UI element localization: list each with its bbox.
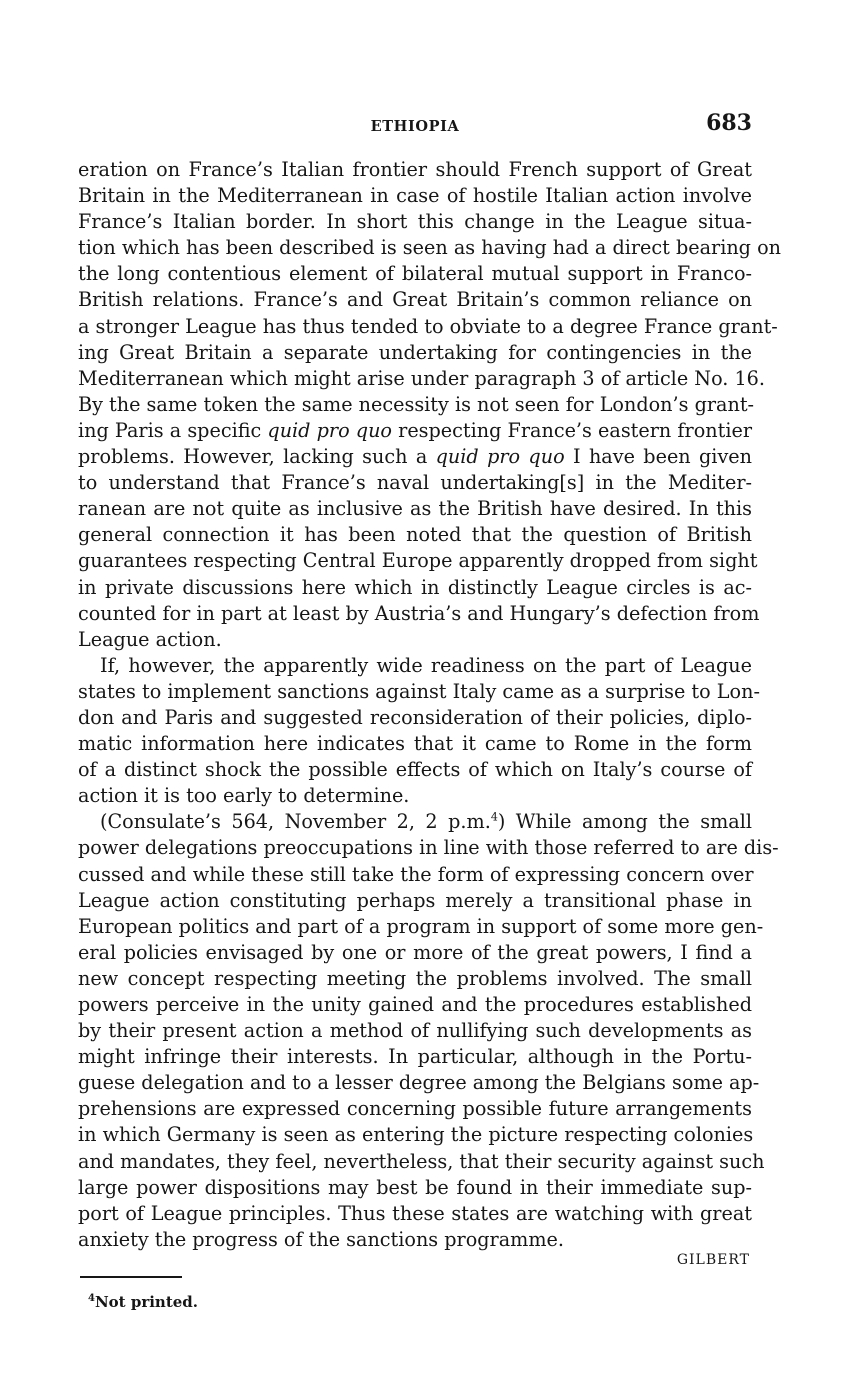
text-line: By the same token the same necessity is not seen for London’s grant- [78,392,755,416]
running-head [78,110,752,144]
text-line: in which Germany is seen as entering the picture respecting colonies [78,1123,754,1147]
footnote-text: Not printed. [94,1293,199,1311]
text-line: European politics and part of a program in support of some more gen- [78,914,764,938]
text-line: British relations. France’s and Great Britain’s common reliance on [78,288,752,312]
text-line: prehensions are expressed concerning possible future arrangements [78,1097,752,1121]
text-line: port of League principles. Thus these states are watching with great [78,1201,752,1225]
text-line: guarantees respecting Central Europe apparently dropped from sight [78,549,758,573]
running-title: ETHIOPIA [370,118,460,135]
text-line: general connection it has been noted that the question of British [78,523,752,547]
italic-phrase: quid pro quo [267,418,392,442]
page-number: 683 [706,110,752,136]
text-line: don and Paris and suggested reconsideration of their policies, diplo- [78,705,752,729]
text-line: League action constituting perhaps merely a transitional phase in [78,888,752,912]
text-run: ) While among the small [497,810,752,834]
text-line: tion which has been described is seen as having had a direct bearing on [78,236,781,260]
footnote-marker: 4 [88,1293,95,1304]
signature: GILBERT [676,1252,750,1268]
text-line: by their present action a method of nullifying such developments as [78,1019,752,1043]
text-line [78,418,752,444]
text-run: respecting France’s eastern frontier [391,418,752,442]
text-line: anxiety the progress of the sanctions programme. [78,1227,565,1251]
text-line: League action. [78,627,222,651]
text-line: powers perceive in the unity gained and the procedures established [78,993,752,1016]
paragraph [78,157,781,653]
paragraph [78,653,760,810]
text-line [78,809,752,835]
text-line: France’s Italian border. In short this change in the League situa- [78,210,752,234]
paragraph [78,809,779,1253]
text-line: matic information here indicates that it came to Rome in the form [78,732,752,756]
text-run: ing Paris a specific [78,418,268,442]
text-line: guese delegation and to a lesser degree among the Belgians some ap- [78,1071,760,1095]
text-line: a stronger League has thus tended to obviate to a degree France grant- [78,314,778,338]
text-line: large power dispositions may best be found in their immediate sup- [78,1175,752,1199]
text-line: the long contentious element of bilateral mutual support in Franco- [78,262,752,286]
text-line: If, however, the apparently wide readiness on the part of League [100,653,752,677]
text-line: eration on France’s Italian frontier should French support of Great [78,158,752,181]
text-run: problems. However, lacking such a [78,445,436,469]
text-line: ing Great Britain a separate undertaking for contingencies in the [78,340,752,364]
text-line: new concept respecting meeting the problems involved. The small [78,966,752,990]
text-line: action it is too early to determine. [78,784,410,808]
text-line: in private discussions here which in distinctly League circles is ac- [78,575,752,599]
text-run: (Consulate’s 564, November 2, 2 p.m. [100,810,491,834]
italic-phrase: quid pro quo [435,445,565,469]
text-line: Britain in the Mediterranean in case of hostile Italian action involve [78,184,752,208]
text-line [78,444,752,470]
body-text [78,157,781,1253]
text-line: and mandates, they feel, nevertheless, that their security against such [78,1149,765,1173]
text-line: power delegations preoccupations in line with those referred to are dis- [78,836,779,860]
text-line: counted for in part at least by Austria’s and Hungary’s defection from [78,601,760,625]
text-line: Mediterranean which might arise under paragraph 3 of article No. 16. [78,366,765,390]
text-line: of a distinct shock the possible effects of which on Italy’s course of [78,758,752,782]
text-line: might infringe their interests. In particular, although in the Portu- [78,1045,752,1069]
footnote-divider [80,1276,182,1278]
text-line: to understand that France’s naval undertaking[s] in the Mediter- [78,471,752,495]
text-line: cussed and while these still take the form of expressing concern over [78,862,754,886]
text-line: states to implement sanctions against Italy came as a surprise to Lon- [78,679,760,703]
text-run: I have been given [564,445,752,469]
text-line: ranean are not quite as inclusive as the British have desired. In this [78,497,752,521]
text-line: eral policies envisaged by one or more of the great powers, I find a [78,940,752,964]
footnote-reference: 4 [490,810,498,824]
footnote [88,1293,198,1311]
